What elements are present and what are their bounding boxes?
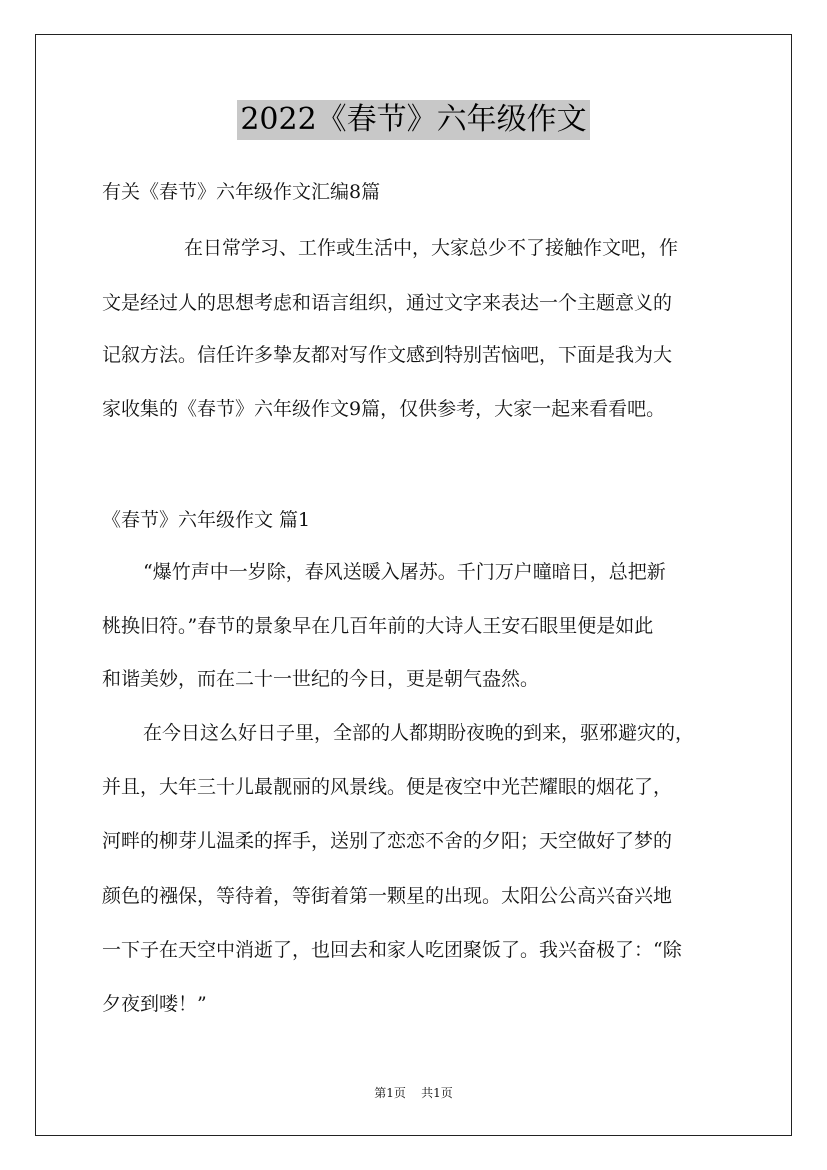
intro-line-3: 记叙方法。信任许多挚友都对写作文感到特别苦恼吧，下面是我为大 [102, 344, 673, 366]
document-title: 2022《春节》六年级作文 [237, 100, 589, 140]
total-pages: 共1页 [421, 1086, 453, 1100]
intro-line-2: 文是经过人的思想考虑和语言组织，通过文字来表达一个主题意义的 [102, 292, 673, 314]
para2-line-3: 河畔的柳芽儿温柔的挥手，送别了恋恋不舍的夕阳；天空做好了梦的 [102, 830, 673, 852]
document-subtitle: 有关《春节》六年级作文汇编8篇 [102, 181, 381, 203]
footer-spacer [410, 1086, 418, 1100]
intro-line-4: 家收集的《春节》六年级作文9篇，仅供参考，大家一起来看看吧。 [102, 398, 666, 420]
section-heading: 《春节》六年级作文 篇1 [102, 509, 311, 531]
para1-line-3: 和谐美妙，而在二十一世纪的今日，更是朝气盎然。 [102, 668, 540, 690]
para2-line-6: 夕夜到喽！” [102, 993, 207, 1015]
para2-line-2: 并且，大年三十儿最靓丽的风景线。便是夜空中光芒耀眼的烟花了， [102, 776, 673, 798]
para2-line-1: 在今日这么好日子里，全部的人都期盼夜晚的到来，驱邪避灾的， [143, 722, 695, 744]
para2-line-5: 一下子在天空中消逝了，也回去和家人吃团聚饭了。我兴奋极了：“除 [102, 939, 682, 961]
title-wrap [0, 100, 827, 140]
intro-line-1: 在日常学习、工作或生活中，大家总少不了接触作文吧，作 [184, 237, 679, 259]
para1-line-2: 桃换旧符。”春节的景象早在几百年前的大诗人王安石眼里便是如此 [102, 615, 654, 637]
page-number: 第1页 [374, 1086, 406, 1100]
para2-line-4: 颜色的襁保，等待着，等街着第一颗星的出现。太阳公公高兴奋兴地 [102, 885, 673, 907]
para1-line-1: “爆竹声中一岁除，春风送暖入屠苏。千门万户曈暗日，总把新 [143, 561, 666, 583]
page-footer [0, 1085, 827, 1101]
